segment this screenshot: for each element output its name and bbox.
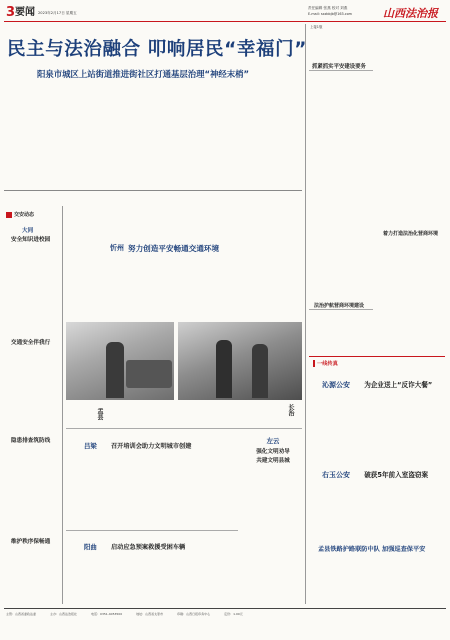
masthead-rule	[4, 21, 446, 22]
feature-headline: 努力创造平安畅通交通环境	[128, 244, 220, 253]
feature-vertical-caption-left: 盂县	[96, 408, 103, 420]
section-name: 要闻	[15, 7, 35, 18]
law1-title: 为企业送上“反诈大餐”	[364, 381, 433, 389]
story3-title-line1: 强化文明劝导	[256, 449, 290, 455]
feature-photo-right	[178, 322, 302, 400]
left-block4-body	[6, 548, 59, 603]
lead-body-col-3	[131, 86, 189, 186]
law-section-bar-icon	[313, 360, 315, 367]
left-block1-title: 安全知识进校园	[11, 237, 51, 243]
feature-heading	[110, 243, 219, 254]
story1-body-col-2	[122, 446, 175, 526]
date-line: 2023年2月17日 星期五	[38, 11, 77, 15]
feature-body-col-2	[120, 257, 178, 317]
feature-photo-left	[66, 322, 174, 400]
law2-place: 右玉公安	[322, 471, 350, 479]
lead-headline: 民主与法治融合 叩响居民“幸福门”	[7, 39, 307, 60]
right-header-chip: 上接1版	[310, 25, 323, 29]
law-section-title: 一线传真	[317, 361, 338, 367]
left-block1-body	[6, 245, 59, 333]
photo-figure	[106, 342, 124, 398]
law-section-rule	[309, 356, 445, 357]
footer-sponsor: 主办：山西法治报社	[50, 612, 78, 616]
lead-bottom-rule	[4, 190, 302, 191]
panel-square-icon	[6, 212, 12, 218]
law3-title: 孟县铁路护路联防中队 加强巡查保平安	[318, 546, 426, 553]
panel-label	[6, 211, 34, 218]
panel-label-text: 交安动态	[14, 212, 35, 218]
photo-figure-right-1	[216, 340, 232, 398]
feature-body-col-1	[66, 257, 116, 317]
law2-body-b	[378, 476, 444, 538]
law-section-label	[313, 360, 338, 367]
story1-body-col-3	[178, 446, 232, 526]
story3-place: 左云	[266, 437, 280, 445]
right-story1-rule	[309, 70, 373, 71]
law1-body-b	[378, 386, 444, 454]
feature-photo-caption-right	[178, 402, 282, 424]
story2-title: 启动应急预案救援受困车辆	[110, 544, 186, 551]
story1-body-col-1	[66, 446, 119, 526]
right-story3-body-b	[378, 302, 444, 352]
law1-place: 沁源公安	[322, 381, 350, 389]
footer-rule	[4, 608, 446, 609]
right-story1-body-b	[378, 28, 444, 223]
masthead-logo: 山西法治报	[383, 7, 438, 20]
center-lower-rule	[66, 428, 302, 429]
lead-body-col-2	[69, 86, 127, 186]
right-story3-body-a	[309, 312, 373, 352]
footer-publisher: 主管：山西省委政法委	[6, 612, 37, 616]
law2-title: 破获5年前入室盗窃案	[364, 471, 429, 479]
lead-body-col-1	[7, 86, 65, 186]
left-block1-place: 大同	[22, 228, 34, 234]
feature-vertical-caption-right: 长治	[287, 404, 294, 416]
law3-body-b	[378, 556, 444, 602]
masthead	[0, 0, 450, 22]
footer-address: 地址：山西省太原市	[136, 612, 164, 616]
page-number: 3	[6, 5, 16, 20]
left-block2-body	[6, 349, 59, 419]
photo-vehicle	[126, 360, 172, 388]
story2-body-col-1	[66, 547, 119, 603]
right-story1-title: 抓紧抓实平安建设要务	[312, 64, 366, 70]
left-block4-title: 维护秩序保畅通	[11, 539, 51, 545]
right-story3-rule	[309, 309, 373, 310]
photo-figure-right-2	[252, 344, 268, 398]
story2-body-col-3	[178, 547, 238, 603]
story2-rule	[66, 530, 238, 531]
editor-line: 责任编辑 张燕 校对 刘燕	[308, 6, 348, 10]
right-story2-title: 着力打造法治化营商环境	[383, 231, 439, 237]
law1-body-a	[309, 386, 373, 454]
law2-body-a	[309, 476, 373, 538]
feature-photo-caption-left	[66, 402, 90, 424]
story3-body	[244, 464, 302, 602]
left-block3-body	[6, 447, 59, 531]
story3-title-line2: 共建文明县城	[256, 458, 290, 464]
feature-chip: 忻州	[110, 244, 124, 252]
left-block2-title: 交通安全伴我行	[11, 340, 51, 346]
story2-body-col-2	[122, 547, 175, 603]
left-block3-title: 隐患排查筑防线	[11, 438, 51, 444]
footer-phone: 电话：0351-4053500	[91, 612, 123, 616]
law3-body-a	[309, 556, 373, 602]
footer-print: 印刷：山西日报印务中心	[177, 612, 211, 616]
lead-body-col-4	[193, 86, 251, 186]
footer-price: 定价：1.00元	[224, 612, 243, 616]
footer	[6, 612, 444, 634]
feature-body-col-4	[244, 257, 302, 317]
right-story2-body	[378, 238, 444, 298]
story1-title: 召开培训会助力文明城市创建	[110, 443, 192, 450]
right-story1-body-a	[309, 73, 373, 223]
story2-place: 阳曲	[84, 543, 97, 551]
right-story3-title: 法治护航营商环境建设	[314, 303, 365, 309]
feature-body-col-3	[182, 257, 240, 317]
lead-subheadline: 阳泉市城区上站街道推进街社区打通基层治理“神经末梢”	[37, 69, 250, 79]
story3-heading	[244, 436, 302, 464]
story1-place: 吕梁	[84, 442, 97, 450]
editor-contact: E-mail: sxzbbjb@163.com	[308, 12, 352, 16]
